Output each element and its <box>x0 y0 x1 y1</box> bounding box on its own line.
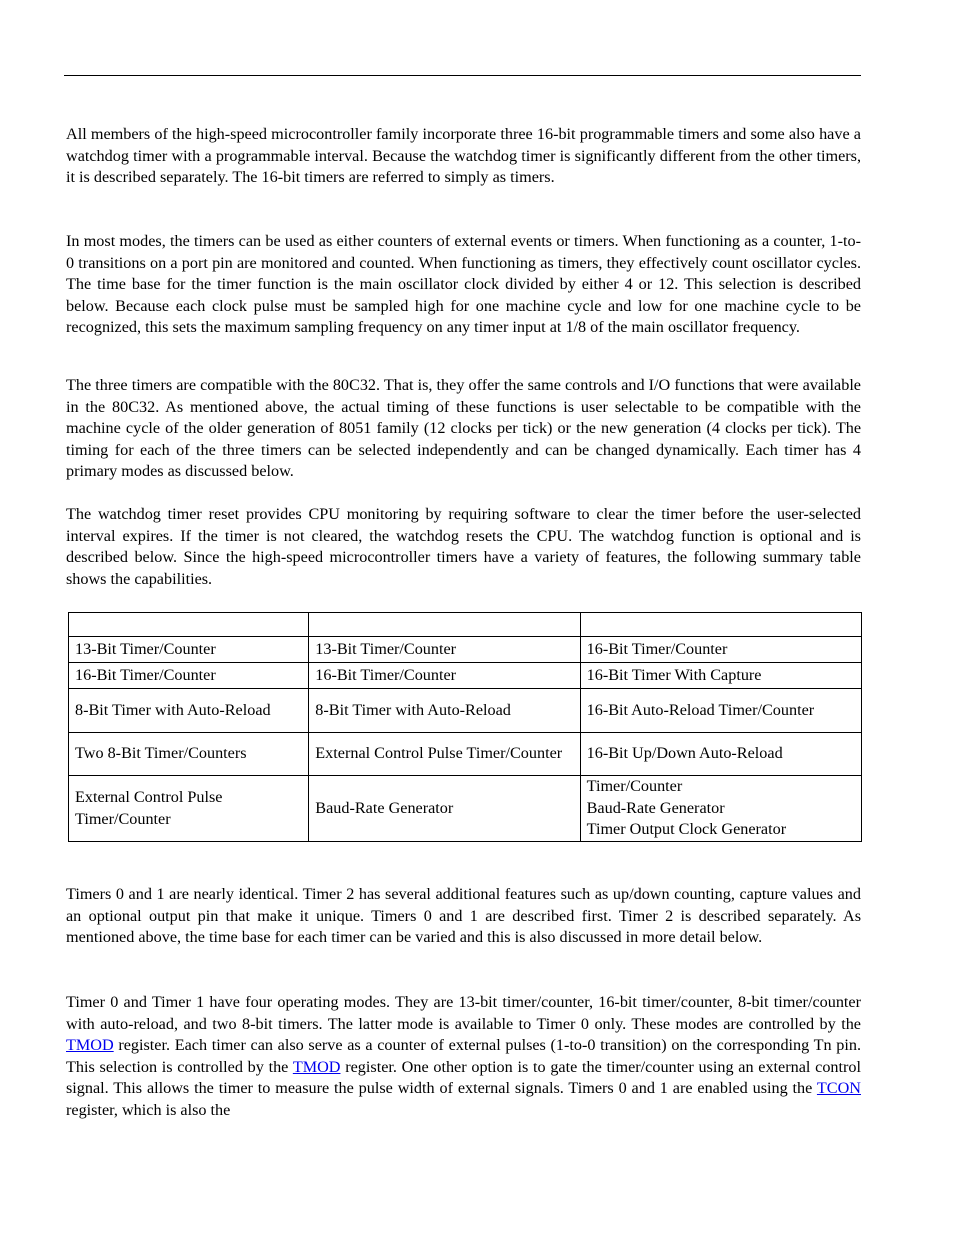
cell-line: Timer/Counter <box>586 777 683 796</box>
table-row <box>69 663 862 689</box>
table-cell: 16-Bit Auto-Reload Timer/Counter <box>580 689 861 733</box>
tmod-link-2[interactable]: TMOD <box>292 1057 341 1076</box>
table-cell: 8-Bit Timer with Auto-Reload <box>69 689 309 733</box>
table-cell: 16-Bit Timer/Counter <box>309 663 580 689</box>
paragraph-compatibility: The three timers are compatible with the 80C32. That is, they offer the same controls and I/O functions that were available in the 80C32. As mentioned above, the actual timing of these functions is user selectable to be compatible with the machine cycle of the older generation of 8051 family (12 clocks per tick) or the new generation (4 clocks per tick). The timing for each of the three timers can be selected independently and can be changed dynamically. Each timer has 4 primary modes as discussed below. <box>66 376 861 480</box>
table-header-cell <box>580 613 861 637</box>
table-row <box>69 637 862 663</box>
header-rule <box>64 75 861 76</box>
table-row <box>69 689 862 733</box>
paragraph-timers-0-1: Timers 0 and 1 are nearly identical. Timer 2 has several additional features such as up/down counting, capture values and an optional output pin that make it unique. Timers 0 and 1 are described first. Timer 2 is described separately. As mentioned above, the time base for each timer can be varied and this is also discussed in more detail below. <box>66 885 861 946</box>
table-cell: External Control Pulse Timer/Counter <box>309 733 580 776</box>
paragraph-modes: In most modes, the timers can be used as either counters of external events or timers. When functioning as a counter, 1-to-0 transitions on a port pin are monitored and counted. When functioning as timers, they effectively count oscillator cycles. The time base for the timer function is the main oscillator clock divided by either 4 or 12. This selection is described below. Because each clock pulse must be sampled high for one machine cycle and low for one machine cycle to be recognized, this sets the maximum sampling frequency on any timer input at 1/8 of the main oscillator frequency. <box>66 232 861 336</box>
table-cell: 16-Bit Timer/Counter <box>580 637 861 663</box>
table-header-cell <box>69 613 309 637</box>
paragraph-intro: All members of the high-speed microcontroller family incorporate three 16-bit programmable timers and some also have a watchdog timer with a programmable interval. Because the watchdog timer is significantly different from the other timers, it is described separately. The 16-bit timers are referred to simply as timers. <box>66 125 861 186</box>
table-header-cell <box>309 613 580 637</box>
table-cell: 13-Bit Timer/Counter <box>69 637 309 663</box>
table-cell: Baud-Rate Generator <box>309 776 580 842</box>
text-run: register. Each timer can also serve as a counter of external pulses (1-to-0 transition) on the corresponding Tn pin. This selection is controlled by the <box>66 1036 861 1076</box>
table-cell: 8-Bit Timer with Auto-Reload <box>309 689 580 733</box>
tcon-link[interactable]: TCON <box>816 1079 861 1097</box>
cell-line: Baud-Rate Generator <box>586 798 725 817</box>
table-cell: Two 8-Bit Timer/Counters <box>69 733 309 776</box>
table-cell: 16-Bit Up/Down Auto-Reload <box>580 733 861 776</box>
cell-line: Timer Output Clock Generator <box>586 820 787 839</box>
table-cell: 16-Bit Timer With Capture <box>580 663 861 689</box>
paragraph-watchdog: The watchdog timer reset provides CPU monitoring by requiring software to clear the timer before the user-selected interval expires. If the timer is not cleared, the watchdog resets the CPU. The watchdog function is optional and is described below. Since the high-speed microcontroller timers have a variety of features, the following summary table shows the capabilities. <box>66 505 861 588</box>
paragraph-operating-modes <box>66 992 861 1121</box>
text-run: Timer 0 and Timer 1 have four operating modes. They are 13-bit timer/counter, 16-bit timer/counter, 8-bit timer/counter with auto-reload, and two 8-bit timers. The latter mode is available to Timer 0 only. These modes are controlled by the <box>66 993 861 1033</box>
table-cell <box>580 776 861 842</box>
table-cell: External Control Pulse Timer/Counter <box>69 776 309 842</box>
table-row <box>69 733 862 776</box>
timer-summary-table <box>68 612 862 842</box>
tmod-link[interactable]: TMOD <box>66 1036 114 1054</box>
text-run: register. One other option is to gate the timer/counter using an external control signal. This allows the timer to measure the pulse width of external signals. Timers 0 and 1 are enabled using the <box>66 1057 861 1097</box>
table-cell: 16-Bit Timer/Counter <box>69 663 309 689</box>
text-run: register, which is also the <box>66 1100 231 1119</box>
table-row <box>69 776 862 842</box>
table-header-row <box>69 613 862 637</box>
table-cell: 13-Bit Timer/Counter <box>309 637 580 663</box>
